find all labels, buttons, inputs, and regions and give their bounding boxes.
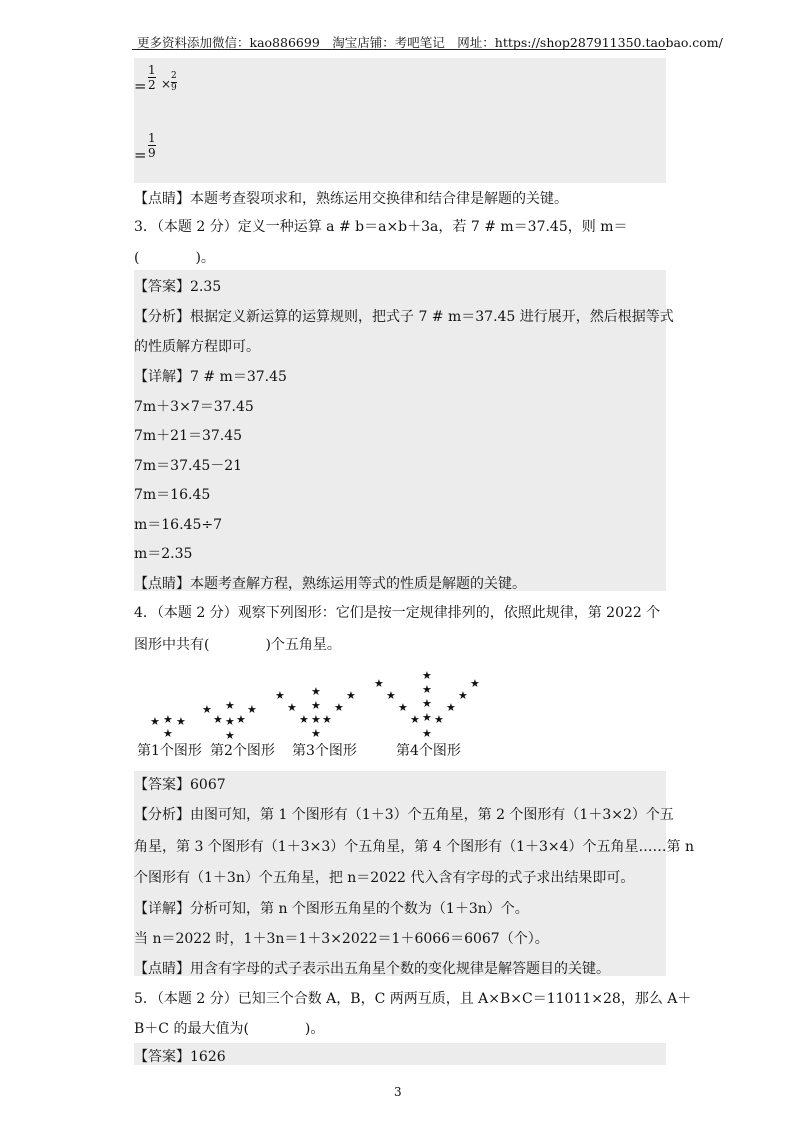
page-number: 3 <box>394 1085 402 1099</box>
q3-stem-line1: 3．（本题 2 分）定义一种运算 a # b＝a×b＋3a，若 7 # m＝37.45，则 m＝ <box>134 219 628 235</box>
star-icon: ★ <box>287 701 297 714</box>
star-icon: ★ <box>225 715 235 728</box>
star-icon: ★ <box>434 713 444 726</box>
star-icon: ★ <box>213 713 223 726</box>
q4-analysis-line1: 【分析】由图可知，第 1 个图形有（1＋3）个五角星，第 2 个图形有（1＋3×2）个五 <box>134 807 674 823</box>
star-icon: ★ <box>422 697 432 710</box>
figure-label-4: 第4个图形 <box>396 743 461 759</box>
star-icon: ★ <box>374 677 384 690</box>
q3-step-3: 7m＝37.45－21 <box>134 458 243 474</box>
q2-dianjing: 【点睛】本题考查裂项求和，熟练运用交换律和结合律是解题的关键。 <box>134 191 568 207</box>
q3-step-1: 7m＋3×7＝37.45 <box>134 399 254 415</box>
star-icon: ★ <box>311 699 321 712</box>
star-icon: ★ <box>202 703 212 716</box>
star-icon: ★ <box>150 715 160 728</box>
q4-analysis-line3: 个图形有（1＋3n）个五角星，把 n＝2022 代入含有字母的式子求出结果即可。 <box>134 870 635 886</box>
q5-answer: 【答案】1626 <box>134 1049 226 1065</box>
star-icon: ★ <box>334 701 344 714</box>
figure-label-3: 第3个图形 <box>292 743 357 759</box>
q3-analysis-line2: 的性质解方程即可。 <box>134 339 260 355</box>
q4-detail-line1: 【详解】分析可知，第 n 个图形五角星的个数为（1＋3n）个。 <box>134 901 529 917</box>
header-divider <box>132 49 666 50</box>
fraction-one-ninth: 1 9 <box>148 131 156 160</box>
star-icon: ★ <box>163 727 173 740</box>
star-icon: ★ <box>446 701 456 714</box>
q3-step-4: 7m＝16.45 <box>134 487 211 503</box>
star-icon: ★ <box>311 713 321 726</box>
fraction-one-half: 1 2 <box>148 63 156 92</box>
star-icon: ★ <box>225 699 235 712</box>
equals-sign: = <box>134 146 147 164</box>
star-icon: ★ <box>422 711 432 724</box>
q3-dianjing: 【点睛】本题考查解方程，熟练运用等式的性质是解题的关键。 <box>134 576 526 592</box>
star-icon: ★ <box>176 715 186 728</box>
page-header: 更多资料添加微信：kao886699 淘宝店铺：考吧笔记 网址：https://shop287911350.taobao.com/ <box>137 35 723 50</box>
star-icon: ★ <box>311 685 321 698</box>
q3-answer: 【答案】2.35 <box>134 279 222 295</box>
q3-stem-line2: ( )。 <box>134 250 215 266</box>
q5-stem-line2: B＋C 的最大值为( )。 <box>134 1021 325 1037</box>
star-icon: ★ <box>163 713 173 726</box>
q3-analysis-line1: 【分析】根据定义新运算的运算规则，把式子 7 # m＝37.45 进行展开，然后根据等式 <box>134 309 674 325</box>
star-icon: ★ <box>422 683 432 696</box>
q4-analysis-line2: 角星，第 3 个图形有（1＋3×3）个五角星，第 4 个图形有（1＋3×4）个五角星……第 n <box>134 839 694 855</box>
q3-detail-head: 【详解】7 # m＝37.45 <box>134 369 287 385</box>
figure-label-2: 第2个图形 <box>210 743 275 759</box>
star-icon: ★ <box>386 689 396 702</box>
star-icon: ★ <box>247 703 257 716</box>
star-icon: ★ <box>322 713 332 726</box>
star-icon: ★ <box>458 689 468 702</box>
figure-label-1: 第1个图形 <box>137 743 202 759</box>
q4-dianjing: 【点睛】用含有字母的式子表示出五角星个数的变化规律是解答题目的关键。 <box>134 961 610 977</box>
q4-stem-line2: 图形中共有( )个五角星。 <box>134 637 341 653</box>
star-icon: ★ <box>470 677 480 690</box>
star-icon: ★ <box>410 713 420 726</box>
q4-stem-line1: 4．（本题 2 分）观察下列图形：它们是按一定规律排列的，依照此规律，第 2022 个 <box>134 605 661 621</box>
star-icon: ★ <box>299 713 309 726</box>
q5-stem-line1: 5．（本题 2 分）已知三个合数 A，B，C 两两互质，且 A×B×C＝11011×28，那么 A＋ <box>134 991 692 1007</box>
q3-step-2: 7m＋21＝37.45 <box>134 428 243 444</box>
star-icon: ★ <box>422 727 432 740</box>
star-icon: ★ <box>346 689 356 702</box>
star-icon: ★ <box>398 701 408 714</box>
times-sign: × <box>161 77 172 91</box>
q3-step-6: m＝2.35 <box>134 546 193 562</box>
star-icon: ★ <box>275 689 285 702</box>
q3-step-5: m＝16.45÷7 <box>134 517 222 533</box>
star-icon: ★ <box>422 669 432 682</box>
q4-detail-line2: 当 n＝2022 时，1＋3n＝1＋3×2022＝1＋6066＝6067（个）。 <box>134 931 549 947</box>
equals-sign: = <box>134 77 147 95</box>
star-icon: ★ <box>311 727 321 740</box>
q4-answer: 【答案】6067 <box>134 777 226 793</box>
fraction-two-ninths: 2 9 <box>171 71 177 93</box>
band-top-math <box>134 58 666 183</box>
star-icon: ★ <box>225 729 235 742</box>
star-icon: ★ <box>236 713 246 726</box>
